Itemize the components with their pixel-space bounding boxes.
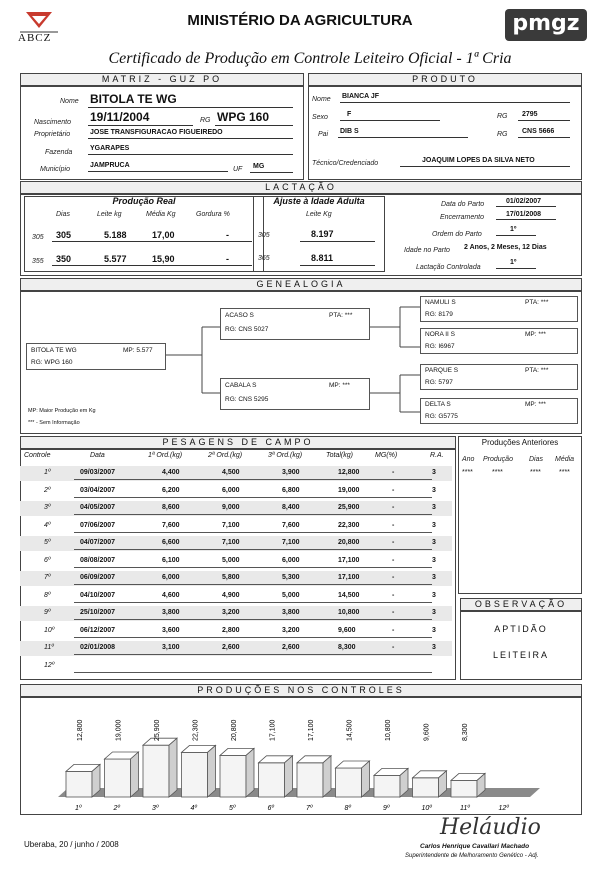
matriz-rg-label: RG	[200, 117, 211, 124]
cell-n: 10º	[44, 626, 55, 634]
pedigree-avo-2: NORA II S MP: *** RG: I6967	[420, 328, 578, 354]
observacao-line-2: LEITEIRA	[492, 650, 549, 660]
ajuste-col-leite: Leite Kg	[306, 211, 332, 218]
cell-n: 12º	[44, 661, 55, 669]
cell-ra: 3	[432, 591, 436, 599]
cell-o2: 5,000	[222, 556, 240, 564]
ajuste-365-leite: 8.811	[311, 253, 334, 263]
ajuste-title: Ajuste à Idade Adulta	[273, 196, 365, 206]
chart-bar	[105, 759, 131, 797]
cell-o2: 2,800	[222, 626, 240, 634]
chart-tick-label: 6º	[267, 805, 274, 812]
lact-355-tag: 355	[32, 258, 44, 265]
certificate-subtitle: Certificado de Produção em Controle Leiteiro Oficial - 1ª Cria	[108, 50, 512, 67]
cell-o1: 4,600	[162, 591, 180, 599]
chart-bar	[143, 745, 169, 797]
matriz-uf-label: UF	[233, 166, 243, 173]
matriz-municipio-label: Município	[40, 166, 70, 173]
cell-total: 19,000	[338, 486, 360, 494]
chart-bar-side	[131, 752, 139, 797]
cell-total: 25,900	[338, 504, 360, 511]
matriz-nascimento-label: Nascimento	[34, 119, 71, 126]
chart-data-label: 12,800	[77, 719, 84, 741]
ordem-parto: 1º	[510, 226, 517, 233]
data-parto-label: Data do Parto	[441, 201, 485, 208]
table-row	[20, 624, 452, 639]
lact-305-media: 17,00	[152, 230, 175, 240]
chart-tick-label: 10º	[421, 805, 432, 812]
produto-pai-rg: CNS 5666	[522, 128, 555, 135]
chart-tick-label: 1º	[75, 805, 82, 812]
cell-data: 08/08/2007	[80, 556, 116, 564]
cell-mg: -	[392, 521, 395, 529]
cell-ra: 3	[432, 609, 436, 616]
cell-mg: -	[392, 556, 395, 564]
cell-o2: 6,000	[222, 486, 240, 494]
cell-o2: 3,200	[222, 609, 240, 616]
cell-o1: 4,400	[162, 469, 180, 476]
chart-tick-label: 5º	[229, 805, 236, 812]
produto-title: PRODUTO	[308, 73, 582, 86]
cell-mg: -	[392, 504, 395, 511]
cell-mg: -	[392, 469, 395, 476]
cell-n: 8º	[44, 591, 51, 599]
chart-data-label: 8,300	[462, 723, 469, 741]
matriz-nome-label: Nome	[60, 98, 79, 105]
chart-tick-label: 9º	[383, 805, 390, 812]
chart-data-label: 19,000	[115, 719, 123, 741]
produto-pai-rg-label: RG	[497, 131, 508, 138]
pesagens-title: PESAGENS DE CAMPO	[20, 436, 456, 449]
pedigree-avo-3: PARQUE S PTA: *** RG: 5797	[420, 364, 578, 390]
cell-o3: 3,800	[282, 609, 300, 616]
table-row	[20, 659, 452, 674]
lact-355-leite: 5.577	[104, 254, 127, 264]
table-row	[20, 519, 452, 534]
cell-n: 2º	[44, 486, 51, 494]
chart-bar	[259, 763, 285, 797]
cell-data: 06/09/2007	[80, 574, 116, 581]
cell-mg: -	[392, 486, 395, 494]
cell-total: 17,100	[338, 556, 360, 564]
genealogia-note-2: *** - Sem Informação	[28, 420, 80, 426]
signature: Heláudio	[440, 815, 541, 840]
cell-ra: 3	[432, 539, 436, 546]
lact-355-media: 15,90	[152, 254, 175, 264]
cell-o3: 7,600	[282, 521, 300, 529]
lact-305-dias: 305	[56, 230, 72, 240]
matriz-fazenda: YGARAPES	[90, 145, 130, 152]
cell-data: 06/12/2007	[80, 626, 116, 634]
cell-o3: 3,900	[282, 469, 300, 476]
cell-data: 03/04/2007	[80, 486, 116, 494]
cell-total: 20,800	[338, 539, 360, 546]
cell-mg: -	[392, 539, 395, 546]
matriz-proprietario: JOSE TRANSFIGURACAO FIGUEIREDO	[90, 129, 223, 136]
cell-o3: 2,600	[282, 644, 300, 651]
producao-real-title: Produção Real	[112, 196, 176, 206]
cell-o1: 3,100	[162, 644, 180, 651]
produto-rg-label: RG	[497, 113, 508, 120]
matriz-title: MATRIZ - GUZ PO	[20, 73, 304, 86]
cell-n: 7º	[44, 574, 51, 581]
cell-total: 9,600	[338, 626, 356, 634]
produto-pai: DIB S	[340, 128, 359, 135]
ajuste-365-tag: 365	[258, 255, 270, 262]
ant-col-ano: Ano	[462, 456, 475, 463]
cell-o2: 9,000	[222, 504, 240, 511]
pedigree-mae: CABALA S MP: *** RG: CNS 5295	[220, 378, 370, 410]
cell-data: 04/10/2007	[80, 591, 116, 599]
chart-data-label: 20,800	[231, 719, 238, 741]
matriz-proprietario-label: Proprietário	[34, 131, 71, 138]
chart-bar-side	[285, 756, 293, 797]
cell-data: 25/10/2007	[80, 609, 116, 616]
produto-sexo-label: Sexo	[312, 114, 328, 121]
cell-data: 04/05/2007	[80, 504, 116, 511]
pesagens-header: Controle Data 1ª Ord.(kg) 2ª Ord.(kg) 3ª Ord.(kg) Total(kg) MG(%) R.A.	[24, 452, 444, 459]
chart-data-label: 25,900	[154, 719, 161, 741]
cell-o3: 7,100	[282, 539, 300, 546]
cell-ra: 3	[432, 644, 436, 651]
cell-o2: 4,500	[222, 469, 240, 476]
lact-355-gordura: -	[226, 254, 229, 264]
matriz-fazenda-label: Fazenda	[45, 149, 73, 156]
cell-o1: 3,600	[162, 626, 180, 634]
cell-ra: 3	[432, 574, 436, 581]
cell-ra: 3	[432, 504, 436, 511]
cell-ra: 3	[432, 556, 436, 564]
table-row	[20, 536, 452, 551]
lact-305-leite: 5.188	[104, 230, 127, 240]
produto-nome-label: Nome	[312, 96, 331, 103]
lactacao-controlada: 1º	[510, 259, 517, 266]
cell-total: 22,300	[338, 521, 360, 529]
ant-dias: ****	[530, 469, 541, 476]
table-row	[20, 606, 452, 621]
cell-data: 09/03/2007	[80, 469, 116, 476]
chart-tick-label: 11º	[460, 805, 470, 812]
chart-bar-side	[246, 748, 254, 797]
observacao-panel	[460, 611, 582, 680]
chart-tick-label: 12º	[498, 805, 509, 812]
ordem-parto-label: Ordem do Parto	[432, 231, 482, 238]
col-gordura: Gordura %	[196, 211, 230, 218]
cell-o2: 5,800	[222, 574, 240, 581]
produto-nome: BIANCA JF	[342, 93, 380, 100]
idade-parto: 2 Anos, 2 Meses, 12 Dias	[464, 244, 547, 251]
chart-bar-side	[169, 738, 177, 797]
observacao-title: OBSERVAÇÃO	[460, 598, 582, 611]
table-row	[20, 571, 452, 586]
chart-data-label: 17,100	[269, 719, 277, 741]
production-chart	[20, 697, 582, 815]
produto-rg: 2795	[522, 111, 538, 118]
cell-n: 5º	[44, 539, 51, 546]
ant-col-dias: Dias	[529, 456, 544, 463]
chart-tick-label: 4º	[190, 805, 197, 812]
cell-o3: 8,400	[282, 504, 300, 511]
chart-bar-side	[208, 745, 216, 797]
matriz-uf: MG	[253, 163, 265, 170]
cell-n: 3º	[44, 504, 51, 511]
matriz-nome: BITOLA TE WG	[90, 92, 177, 106]
cell-ra: 3	[432, 469, 436, 476]
cell-data: 04/07/2007	[80, 539, 116, 546]
cell-ra: 3	[432, 486, 436, 494]
anteriores-title: Produções Anteriores	[481, 438, 559, 447]
place-date: Uberaba, 20 / junho / 2008	[24, 840, 119, 849]
ant-col-media: Média	[555, 456, 575, 463]
cell-o3: 6,000	[282, 556, 300, 564]
produto-pai-label: Pai	[318, 131, 329, 138]
chart-data-label: 22,300	[192, 719, 200, 741]
chart-bar	[66, 771, 92, 797]
cell-ra: 3	[432, 521, 436, 529]
cell-o1: 6,200	[162, 486, 180, 494]
table-row	[20, 466, 452, 481]
lactacao-title: LACTAÇÃO	[20, 181, 582, 194]
cell-o3: 5,000	[282, 591, 300, 599]
chart-data-label: 17,100	[308, 719, 315, 741]
cell-o1: 6,100	[162, 556, 180, 564]
pedigree-animal: BITOLA TE WG MP: 5.577 RG: WPG 160	[26, 343, 166, 370]
cell-total: 14,500	[338, 591, 360, 599]
cell-n: 6º	[44, 556, 51, 564]
cell-o1: 6,600	[162, 539, 180, 546]
pmgz-logo: pmgz	[505, 9, 587, 41]
chart-tick-label: 8º	[344, 805, 351, 812]
col-dias: Dias	[56, 211, 71, 218]
chart-tick-label: 7º	[306, 805, 313, 812]
matriz-rg: WPG 160	[217, 110, 270, 124]
cell-data: 07/06/2007	[80, 521, 116, 529]
chart-tick-label: 3º	[152, 805, 159, 812]
encerramento-label: Encerramento	[440, 214, 484, 221]
cell-o2: 7,100	[222, 521, 240, 529]
pedigree-avo-1: NAMULI S PTA: *** RG: 8179	[420, 296, 578, 322]
ant-producao: ****	[492, 469, 503, 476]
produto-sexo: F	[347, 111, 352, 118]
idade-parto-label: Idade no Parto	[404, 247, 450, 254]
chart-data-label: 9,600	[423, 723, 431, 741]
chart-bar	[413, 778, 439, 797]
cell-n: 9º	[44, 609, 51, 616]
cell-mg: -	[392, 644, 395, 651]
table-row	[20, 589, 452, 604]
chart-data-label: 14,500	[346, 719, 354, 741]
cell-data: 02/01/2008	[80, 644, 116, 651]
cell-o2: 7,100	[222, 539, 240, 546]
cell-n: 1º	[44, 469, 51, 476]
encerramento: 17/01/2008	[506, 211, 542, 218]
chart-bar	[374, 775, 400, 797]
ministry-title: MINISTÉRIO DA AGRICULTURA	[187, 12, 413, 29]
cell-total: 10,800	[338, 609, 360, 616]
cell-total: 12,800	[338, 469, 360, 476]
cell-o1: 3,800	[162, 609, 180, 616]
table-row	[20, 554, 452, 569]
observacao-line-1: APTIDÃO	[494, 624, 548, 634]
lact-305-tag: 305	[32, 234, 44, 241]
col-leite: Leite kg	[97, 211, 122, 218]
cell-o2: 2,600	[222, 644, 240, 651]
cell-total: 8,300	[338, 644, 356, 651]
ajuste-305-leite: 8.197	[311, 229, 334, 239]
chart-data-label: 10,800	[385, 719, 392, 741]
cell-n: 4º	[44, 521, 51, 529]
lactacao-controlada-label: Lactação Controlada	[416, 264, 481, 271]
ant-media: ****	[559, 469, 570, 476]
chart-bar-side	[323, 756, 331, 797]
cell-o3: 5,300	[282, 574, 300, 581]
genealogia-title: GENEALOGIA	[20, 278, 582, 291]
abcz-logo: ABCZ	[14, 10, 64, 46]
chart-bar	[182, 752, 208, 797]
chart-bar	[336, 768, 362, 797]
matriz-nascimento: 19/11/2004	[90, 110, 150, 124]
cell-n: 11º	[44, 644, 54, 651]
cell-mg: -	[392, 591, 395, 599]
chart-bar	[220, 755, 246, 797]
matriz-municipio: JAMPRUCA	[90, 162, 130, 169]
ant-col-producao: Produção	[483, 456, 513, 463]
cell-mg: -	[392, 626, 395, 634]
table-row	[20, 641, 452, 656]
cell-mg: -	[392, 609, 395, 616]
pedigree-pai: ACASO S PTA: *** RG: CNS 5027	[220, 308, 370, 340]
col-media: Média Kg	[146, 211, 176, 218]
cell-o3: 3,200	[282, 626, 300, 634]
chart-tick-label: 2º	[113, 805, 120, 812]
lact-305-gordura: -	[226, 230, 229, 240]
cell-o3: 6,800	[282, 486, 300, 494]
cell-o1: 8,600	[162, 504, 180, 511]
cell-ra: 3	[432, 626, 436, 634]
table-row	[20, 501, 452, 516]
ant-ano: ****	[462, 469, 473, 476]
signer-role: Superintendente de Melhoramento Genético - Adj.	[405, 853, 539, 859]
chart-title: PRODUÇÕES NOS CONTROLES	[20, 684, 582, 697]
genealogia-note-1: MP: Maior Produção em Kg	[28, 408, 96, 414]
cell-o2: 4,900	[222, 591, 240, 599]
produto-tecnico: JOAQUIM LOPES DA SILVA NETO	[422, 157, 535, 164]
table-row	[20, 484, 452, 499]
cell-o1: 6,000	[162, 574, 180, 581]
signer-name: Carlos Henrique Cavallari Machado	[420, 843, 530, 850]
lact-355-dias: 350	[56, 254, 72, 264]
cell-o1: 7,600	[162, 521, 180, 529]
pedigree-avo-4: DELTA S MP: *** RG: G5775	[420, 398, 578, 424]
chart-bar	[451, 780, 477, 797]
ajuste-305-tag: 305	[258, 232, 270, 239]
produto-tecnico-label: Técnico/Credenciado	[312, 160, 379, 167]
data-parto: 01/02/2007	[506, 198, 542, 205]
cell-total: 17,100	[338, 574, 360, 581]
chart-bar	[297, 763, 323, 797]
cell-mg: -	[392, 574, 395, 581]
